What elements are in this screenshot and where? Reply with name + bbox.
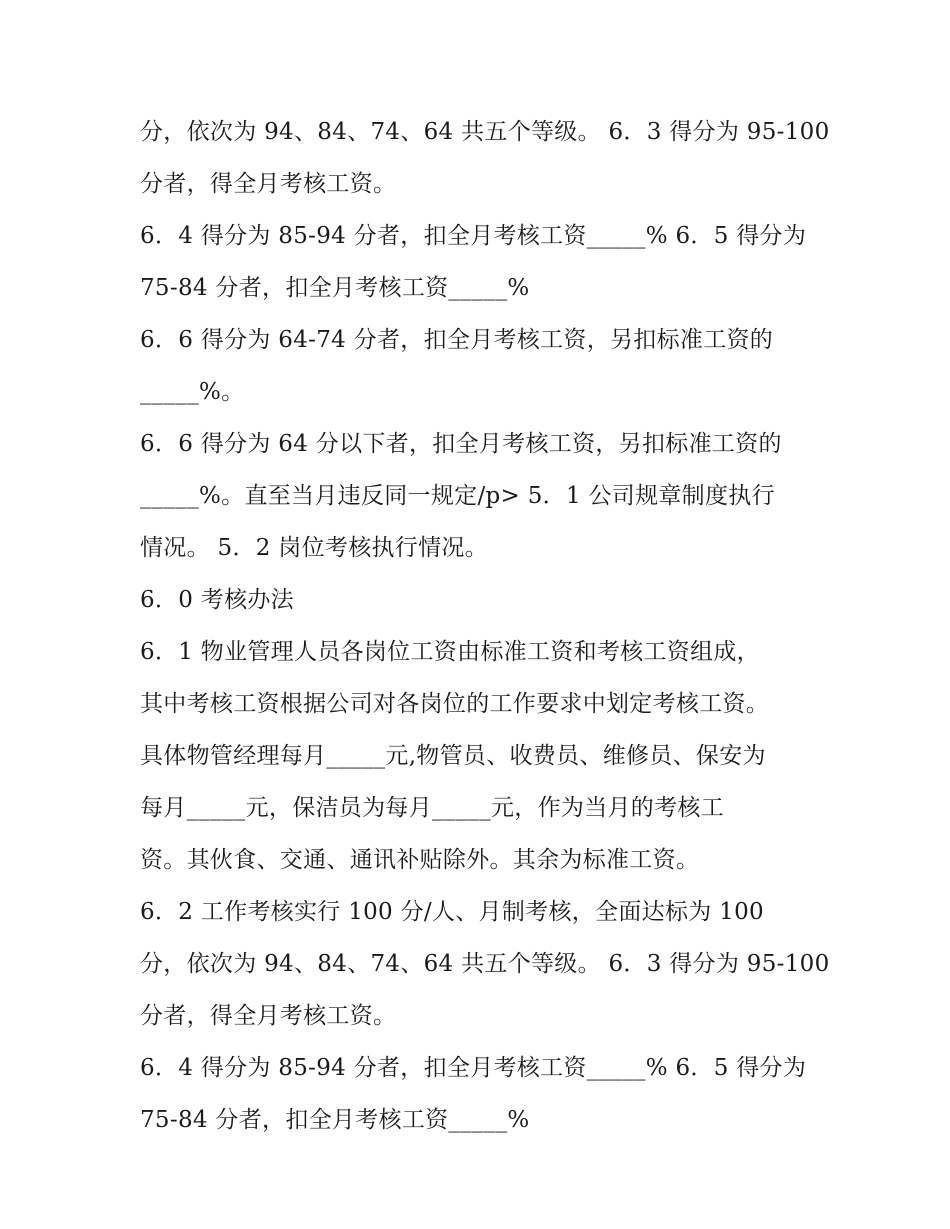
text-line: 6．1 物业管理人员各岗位工资由标准工资和考核工资组成， [140,639,760,665]
text-line: 其中考核工资根据公司对各岗位的工作要求中划定考核工资。 [140,691,770,717]
text-line: 75-84 分者，扣全月考核工资_____% [140,1107,530,1133]
text-line: 每月_____元，保洁员为每月_____元，作为当月的考核工 [140,795,724,821]
text-line: _____%。 [140,379,245,405]
text-line: _____%。直至当月违反同一规定/p> 5．1 公司规章制度执行 [140,483,775,509]
document-body [140,106,840,1146]
text-line: 资。其伙食、交通、通讯补贴除外。其余为标准工资。 [140,847,700,873]
text-line: 分者，得全月考核工资。 [140,1003,397,1029]
text-line: 6．2 工作考核实行 100 分/人、月制考核，全面达标为 100 [140,899,764,925]
text-line: 6．4 得分为 85-94 分者，扣全月考核工资_____% 6．5 得分为 [140,223,807,249]
text-line: 具体物管经理每月_____元,物管员、收费员、维修员、保安为 [140,743,766,769]
text-line: 情况。 5．2 岗位考核执行情况。 [140,535,488,561]
section-heading: 6．0 考核办法 [140,587,294,613]
text-line: 分，依次为 94、84、74、64 共五个等级。 6．3 得分为 95-100 [140,951,830,977]
text-line: 6．6 得分为 64 分以下者，扣全月考核工资，另扣标准工资的 [140,431,782,457]
text-line: 分，依次为 94、84、74、64 共五个等级。 6．3 得分为 95-100 [140,119,830,145]
text-line: 分者，得全月考核工资。 [140,171,397,197]
text-line: 6．4 得分为 85-94 分者，扣全月考核工资_____% 6．5 得分为 [140,1055,807,1081]
text-line: 6．6 得分为 64-74 分者，扣全月考核工资，另扣标准工资的 [140,327,774,353]
text-line: 75-84 分者，扣全月考核工资_____% [140,275,530,301]
